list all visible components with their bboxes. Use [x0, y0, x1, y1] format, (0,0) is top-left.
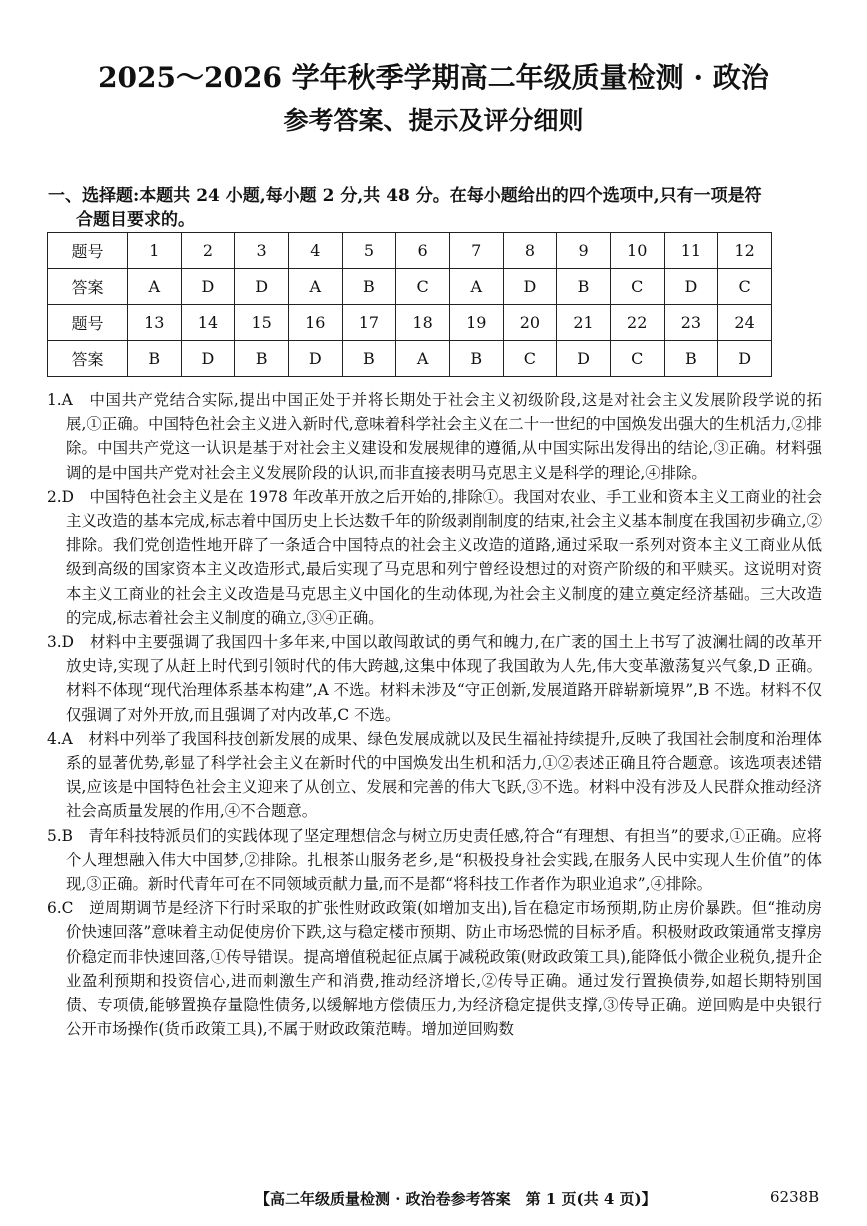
table-cell: 14 [181, 305, 235, 341]
table-cell: 22 [610, 305, 664, 341]
table-row [48, 305, 772, 341]
table-cell: B [664, 341, 718, 377]
table-cell: D [664, 269, 718, 305]
table-cell: 4 [288, 233, 342, 269]
table-cell: A [396, 341, 450, 377]
table-cell: C [718, 269, 772, 305]
row-label-question: 题号 [48, 233, 128, 269]
footer-code: 6238B [770, 1188, 820, 1206]
explanations [47, 388, 822, 1041]
explanation-paragraph: 3.D 材料中主要强调了我国四十多年来,中国以敢闯敢试的勇气和魄力,在广袤的国土上书写了波澜壮阔的改革开放史诗,实现了从赶上时代到引领时代的伟大跨越,这集中体现了我国敢为人先,伟大变革激荡复兴气象,D 正确。材料不体现“现代治理体系基本构建”,A 不选。材料未涉及“守正创新,发展道路开辟崭新境界”,B 不选。材料不仅仅强调了对外开放,而且强调了对内改革,C 不选。 [47, 633, 822, 724]
table-cell: D [288, 341, 342, 377]
table-cell: 1 [127, 233, 181, 269]
section-heading [48, 184, 828, 232]
explanation-paragraph: 1.A 中国共产党结合实际,提出中国正处于并将长期处于社会主义初级阶段,这是对社会主义发展阶段学说的拓展,①正确。中国特色社会主义进入新时代,意味着科学社会主义在二十一世纪的中国焕发出强大的生机活力,②排除。中国共产党这一认识是基于对社会主义建设和发展规律的遵循,从中国实际出发得出的结论,③正确。材料强调的是中国共产党对社会主义发展阶段的认识,而非直接表明马克思主义是科学的理论,④排除。 [47, 391, 822, 482]
table-row [48, 269, 772, 305]
explanation-paragraph: 6.C 逆周期调节是经济下行时采取的扩张性财政政策(如增加支出),旨在稳定市场预期,防止房价暴跌。但“推动房价快速回落”意味着主动促使房价下跌,这与稳定楼市预期、防止市场恐慌的目标矛盾。积极财政政策通常支撑房价稳定而非快速回落,①传导错误。提高增值税起征点属于减税政策(财政政策工具),能降低小微企业税负,提升企业盈利预期和投资信心,进而刺激生产和消费,推动经济增长,②传导正确。通过发行置换债券,如超长期特别国债、专项债,能够置换存量隐性债务,以缓解地方偿债压力,为经济稳定提供支撑,③传导正确。逆回购是中央银行公开市场操作(货币政策工具),不属于财政政策范畴。增加逆回购数 [47, 899, 822, 1039]
table-cell: C [610, 269, 664, 305]
answer-table [47, 232, 772, 377]
table-cell: 13 [127, 305, 181, 341]
table-cell: C [503, 341, 557, 377]
table-cell: B [449, 341, 503, 377]
table-cell: D [235, 269, 289, 305]
explanation-paragraph: 2.D 中国特色社会主义是在 1978 年改革开放之后开始的,排除①。我国对农业、手工业和资本主义工商业的社会主义改造的基本完成,标志着中国历史上长达数千年的阶级剥削制度的结束,社会主义基本制度在我国初步确立,②排除。我们党创造性地开辟了一条适合中国特点的社会主义改造的道路,通过采取一系列对资本主义工商业从低级到高级的国家资本主义改造形式,最后实现了马克思和列宁曾经设想过的对资产阶级的和平赎买。这说明对资本主义工商业的社会主义改造是马克思主义中国化的生动体现,为社会主义制度的建立奠定经济基础。三大改造的完成,标志着社会主义制度的确立,③④正确。 [47, 487, 822, 627]
table-cell: 11 [664, 233, 718, 269]
table-cell: 21 [557, 305, 611, 341]
table-cell: B [557, 269, 611, 305]
table-cell: 16 [288, 305, 342, 341]
table-cell: D [181, 269, 235, 305]
footer-page-info: 【高二年级质量检测 · 政治卷参考答案 第 1 页(共 4 页)】 [255, 1190, 657, 1208]
table-cell: D [181, 341, 235, 377]
table-cell: 2 [181, 233, 235, 269]
table-cell: 18 [396, 305, 450, 341]
table-cell: A [127, 269, 181, 305]
table-cell: D [503, 269, 557, 305]
explanation-paragraph: 4.A 材料中列举了我国科技创新发展的成果、绿色发展成就以及民生福祉持续提升,反映了我国社会制度和治理体系的显著优势,彰显了科学社会主义在新时代的中国焕发出生机和活力,①②表述正确且符合题意。该选项表述错误,应该是中国特色社会主义迎来了从创立、发展和完善的伟大飞跃,③不选。材料中没有涉及人民群众推动经济社会高质量发展的作用,④不合题意。 [47, 729, 822, 821]
table-cell: B [342, 269, 396, 305]
table-cell: 24 [718, 305, 772, 341]
table-cell: 17 [342, 305, 396, 341]
section-heading-line2: 合题目要求的。 [76, 210, 195, 230]
table-cell: B [342, 341, 396, 377]
table-cell: 19 [449, 305, 503, 341]
row-label-question: 题号 [48, 305, 128, 341]
row-label-answer: 答案 [48, 269, 128, 305]
page-subtitle: 参考答案、提示及评分细则 [283, 106, 584, 135]
table-cell: 3 [235, 233, 289, 269]
table-cell: 15 [235, 305, 289, 341]
table-cell: C [610, 341, 664, 377]
table-cell: D [557, 341, 611, 377]
section-heading-line1: 一、选择题:本题共 24 小题,每小题 2 分,共 48 分。在每小题给出的四个选项中,只有一项是符 [48, 186, 762, 206]
table-cell: B [235, 341, 289, 377]
table-cell: D [718, 341, 772, 377]
table-cell: 10 [610, 233, 664, 269]
table-cell: 23 [664, 305, 718, 341]
table-cell: 12 [718, 233, 772, 269]
table-cell: A [288, 269, 342, 305]
table-row [48, 341, 772, 377]
page-title: 2025～2026 学年秋季学期高二年级质量检测 · 政治 [98, 61, 769, 94]
table-cell: 8 [503, 233, 557, 269]
table-cell: A [449, 269, 503, 305]
row-label-answer: 答案 [48, 341, 128, 377]
table-row [48, 233, 772, 269]
table-cell: 5 [342, 233, 396, 269]
explanation-paragraph: 5.B 青年科技特派员们的实践体现了坚定理想信念与树立历史责任感,符合“有理想、有担当”的要求,①正确。应将个人理想融入伟大中国梦,②排除。扎根茶山服务老乡,是“积极投身社会实践,在服务人民中实现人生价值”的体现,③正确。新时代青年可在不同领域贡献力量,而不是都“将科技工作者作为职业追求”,④排除。 [47, 826, 822, 894]
table-cell: 20 [503, 305, 557, 341]
table-cell: 9 [557, 233, 611, 269]
table-cell: 6 [396, 233, 450, 269]
table-cell: 7 [449, 233, 503, 269]
table-cell: C [396, 269, 450, 305]
table-cell: B [127, 341, 181, 377]
